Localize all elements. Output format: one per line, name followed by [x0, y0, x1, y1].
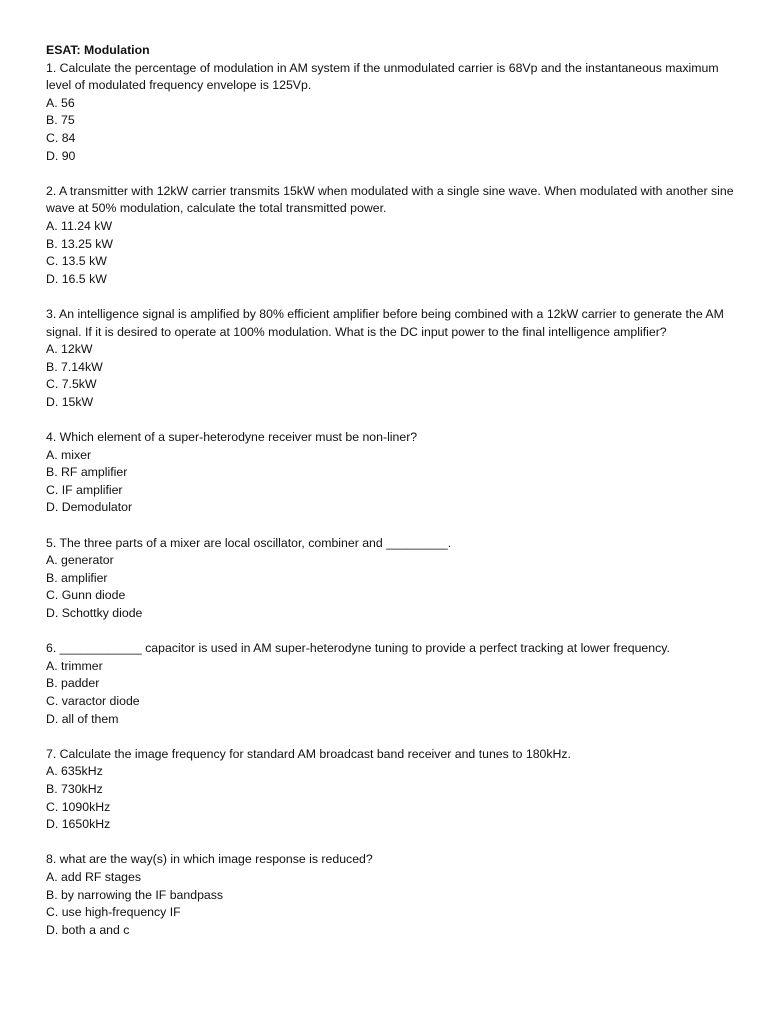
option-c: C. use high-frequency IF — [46, 905, 181, 920]
question-text: 3. An intelligence signal is amplified by 80% efficient amplifier before being combined with a 12kW carrier to generate the AM signal. If it is desired to operate at 100% modulation. What is the DC input power to the final intelligence amplifier? — [46, 306, 724, 339]
option-b: B. 730kHz — [46, 781, 103, 796]
question-7 — [46, 746, 736, 834]
question-text: 6. ____________ capacitor is used in AM super-heterodyne tuning to provide a perfect tracking at lower frequency. — [46, 641, 670, 656]
question-6 — [46, 640, 736, 728]
option-b: B. padder — [46, 676, 100, 691]
spacer — [46, 288, 736, 306]
question-text: 5. The three parts of a mixer are local oscillator, combiner and _________. — [46, 535, 452, 550]
option-a: A. trimmer — [46, 658, 103, 673]
option-d: D. Demodulator — [46, 500, 133, 515]
question-8 — [46, 851, 736, 939]
spacer — [46, 517, 736, 535]
question-1 — [46, 60, 736, 166]
spacer — [46, 728, 736, 746]
option-a: A. mixer — [46, 447, 92, 462]
option-d: D. 16.5 kW — [46, 271, 107, 286]
question-2 — [46, 183, 736, 289]
question-text: 2. A transmitter with 12kW carrier transmits 15kW when modulated with a single sine wave. When modulated with another sine wave at 50% modulation, calculate the total transmitted power. — [46, 183, 734, 216]
spacer — [46, 834, 736, 852]
option-a: A. 56 — [46, 95, 75, 110]
question-3 — [46, 306, 736, 412]
option-d: D. 90 — [46, 148, 76, 163]
option-b: B. RF amplifier — [46, 465, 128, 480]
option-b: B. by narrowing the IF bandpass — [46, 887, 224, 902]
option-c: C. varactor diode — [46, 693, 140, 708]
question-text: 7. Calculate the image frequency for standard AM broadcast band receiver and tunes to 180kHz. — [46, 746, 571, 761]
option-a: A. 635kHz — [46, 764, 103, 779]
question-text: 1. Calculate the percentage of modulation in AM system if the unmodulated carrier is 68Vp and the instantaneous maximum level of modulated frequency envelope is 125Vp. — [46, 60, 719, 93]
option-c: C. 1090kHz — [46, 799, 111, 814]
document-title: ESAT: Modulation — [46, 43, 150, 57]
option-a: A. generator — [46, 553, 114, 568]
option-d: D. all of them — [46, 711, 119, 726]
spacer — [46, 165, 736, 183]
question-text: 4. Which element of a super-heterodyne receiver must be non-liner? — [46, 430, 418, 445]
option-d: D. 1650kHz — [46, 817, 111, 832]
question-5 — [46, 535, 736, 623]
option-d: D. both a and c — [46, 922, 130, 937]
question-text: 8. what are the way(s) in which image response is reduced? — [46, 852, 373, 867]
spacer — [46, 411, 736, 429]
question-4 — [46, 429, 736, 517]
option-c: C. 84 — [46, 130, 76, 145]
option-d: D. Schottky diode — [46, 606, 143, 620]
option-c: C. Gunn diode — [46, 588, 126, 603]
option-d: D. 15kW — [46, 394, 94, 409]
spacer — [46, 623, 736, 641]
option-a: A. 11.24 kW — [46, 218, 113, 233]
option-c: C. 7.5kW — [46, 377, 97, 392]
option-b: B. 7.14kW — [46, 359, 103, 374]
option-a: A. add RF stages — [46, 869, 142, 884]
option-b: B. amplifier — [46, 570, 108, 585]
option-b: B. 75 — [46, 113, 75, 128]
option-a: A. 12kW — [46, 342, 93, 357]
option-c: C. 13.5 kW — [46, 254, 107, 269]
option-b: B. 13.25 kW — [46, 236, 113, 251]
option-c: C. IF amplifier — [46, 482, 123, 497]
document-page — [46, 42, 736, 939]
